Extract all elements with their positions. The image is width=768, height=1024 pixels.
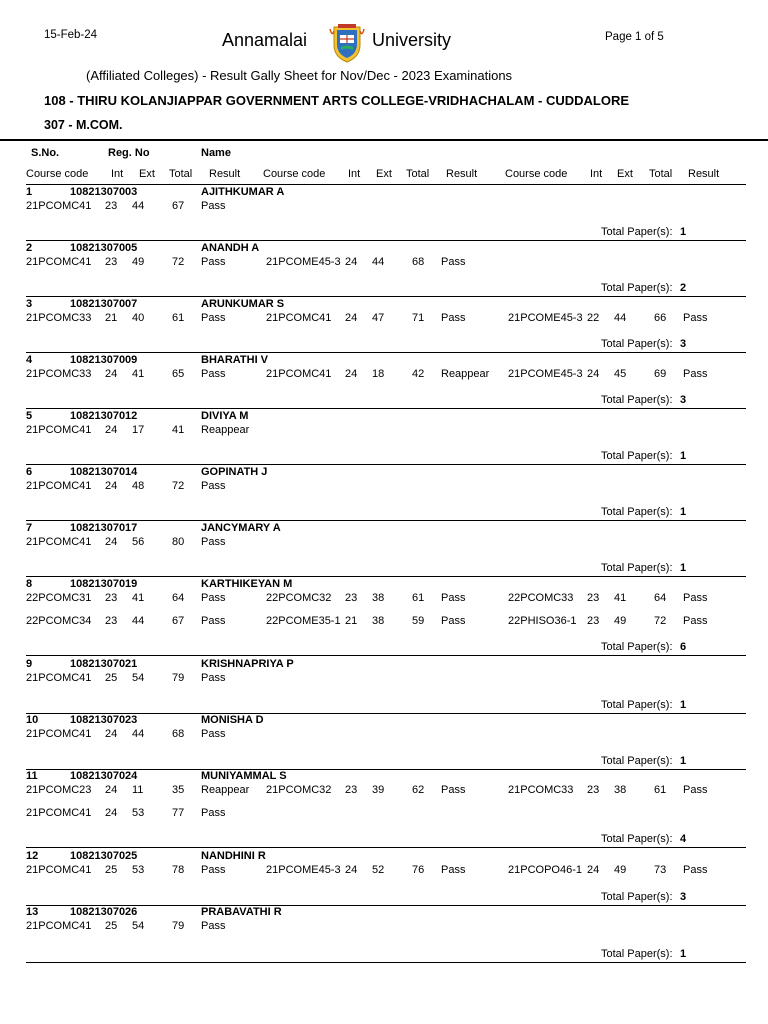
college-name: 108 - THIRU KOLANJIAPPAR GOVERNMENT ARTS COLLEGE-VRIDHACHALAM - CUDDALORE xyxy=(44,93,630,108)
course-result: Pass xyxy=(201,368,226,380)
course-total: 67 xyxy=(172,200,185,212)
course-total: 64 xyxy=(172,592,185,604)
course-int: 24 xyxy=(587,864,600,876)
course-int: 21 xyxy=(105,312,118,324)
total-papers-label: Total Paper(s): xyxy=(601,450,673,462)
student-name: JANCYMARY A xyxy=(201,522,281,534)
course-name: 307 - M.COM. xyxy=(44,118,123,132)
student-name: KARTHIKEYAN M xyxy=(201,578,293,590)
total-papers-count: 4 xyxy=(680,833,687,845)
total-papers-count: 1 xyxy=(680,562,687,574)
course-total: 66 xyxy=(654,312,667,324)
total-papers-label: Total Paper(s): xyxy=(601,506,673,518)
course-result: Pass xyxy=(441,592,466,604)
record-divider xyxy=(26,464,746,465)
student-sno: 4 xyxy=(26,354,33,366)
course-ext: 47 xyxy=(372,312,385,324)
course-course-code: 21PCOMC41 xyxy=(26,200,92,212)
course-course-code: 21PCOMC32 xyxy=(266,784,332,796)
course-ext: 54 xyxy=(132,672,145,684)
total-papers-label: Total Paper(s): xyxy=(601,699,673,711)
student-reg-no: 10821307024 xyxy=(70,770,138,782)
course-ext: 44 xyxy=(614,312,627,324)
course-int: 24 xyxy=(105,480,118,492)
record-divider xyxy=(26,576,746,577)
course-int: 23 xyxy=(345,784,358,796)
course-result: Pass xyxy=(441,784,466,796)
course-ext: 38 xyxy=(614,784,627,796)
course-result: Pass xyxy=(683,368,708,380)
course-int: 24 xyxy=(105,728,118,740)
total-papers-label: Total Paper(s): xyxy=(601,282,673,294)
student-name: ARUNKUMAR S xyxy=(201,298,285,310)
course-int: 24 xyxy=(105,784,118,796)
course-int: 25 xyxy=(105,864,118,876)
total-papers-count: 2 xyxy=(680,282,687,294)
student-sno: 7 xyxy=(26,522,33,534)
student-reg-no: 10821307025 xyxy=(70,850,138,862)
course-ext: 44 xyxy=(372,256,385,268)
course-course-code: 21PCOMC41 xyxy=(26,864,92,876)
col-total-header-2: Total xyxy=(406,168,430,180)
total-papers-label: Total Paper(s): xyxy=(601,562,673,574)
col-result-header-3: Result xyxy=(688,168,720,180)
total-papers-count: 1 xyxy=(680,948,687,960)
course-int: 24 xyxy=(345,312,358,324)
course-course-code: 22PCOME35-1 xyxy=(266,615,341,627)
course-course-code: 21PCOMC41 xyxy=(266,368,332,380)
student-reg-no: 10821307019 xyxy=(70,578,138,590)
course-ext: 41 xyxy=(614,592,627,604)
course-total: 41 xyxy=(172,424,185,436)
course-result: Pass xyxy=(201,592,226,604)
course-ext: 39 xyxy=(372,784,385,796)
total-papers-count: 1 xyxy=(680,506,687,518)
student-name: DIVIYA M xyxy=(201,410,249,422)
course-course-code: 21PCOME45-3 xyxy=(508,312,583,324)
course-course-code: 21PCOMC41 xyxy=(26,728,92,740)
course-int: 23 xyxy=(105,592,118,604)
course-total: 72 xyxy=(172,480,185,492)
course-course-code: 21PCOMC41 xyxy=(26,672,92,684)
course-course-code: 22PCOMC34 xyxy=(26,615,92,627)
student-reg-no: 10821307005 xyxy=(70,242,138,254)
course-result: Pass xyxy=(201,256,226,268)
student-reg-no: 10821307021 xyxy=(70,658,138,670)
student-reg-no: 10821307007 xyxy=(70,298,138,310)
total-papers-label: Total Paper(s): xyxy=(601,755,673,767)
course-ext: 49 xyxy=(132,256,145,268)
course-total: 61 xyxy=(412,592,425,604)
course-int: 24 xyxy=(105,424,118,436)
course-total: 79 xyxy=(172,920,185,932)
course-result: Pass xyxy=(441,312,466,324)
course-int: 24 xyxy=(105,536,118,548)
course-ext: 18 xyxy=(372,368,385,380)
total-papers-label: Total Paper(s): xyxy=(601,948,673,960)
total-papers-count: 1 xyxy=(680,226,687,238)
total-papers-count: 1 xyxy=(680,450,687,462)
total-papers-count: 1 xyxy=(680,755,687,767)
course-ext: 44 xyxy=(132,200,145,212)
course-result: Pass xyxy=(201,672,226,684)
course-ext: 41 xyxy=(132,592,145,604)
course-total: 67 xyxy=(172,615,185,627)
course-ext: 49 xyxy=(614,615,627,627)
course-course-code: 21PCOMC41 xyxy=(266,312,332,324)
course-result: Pass xyxy=(201,807,226,819)
course-int: 24 xyxy=(345,256,358,268)
student-sno: 3 xyxy=(26,298,33,310)
sheet-subtitle: (Affiliated Colleges) - Result Gally Sheet for Nov/Dec - 2023 Examinations xyxy=(86,68,513,83)
col-result-header-1: Result xyxy=(209,168,241,180)
course-result: Reappear xyxy=(441,368,490,380)
col-course-code-header-3: Course code xyxy=(505,168,568,180)
course-ext: 49 xyxy=(614,864,627,876)
student-sno: 10 xyxy=(26,714,39,726)
course-result: Pass xyxy=(683,312,708,324)
course-int: 24 xyxy=(105,807,118,819)
course-int: 24 xyxy=(587,368,600,380)
record-divider xyxy=(26,296,746,297)
course-course-code: 21PCOMC41 xyxy=(26,424,92,436)
course-result: Pass xyxy=(201,480,226,492)
course-result: Pass xyxy=(441,615,466,627)
course-int: 21 xyxy=(345,615,358,627)
record-divider xyxy=(26,847,746,848)
course-course-code: 21PCOME45-3 xyxy=(266,864,341,876)
record-divider xyxy=(26,352,746,353)
student-name: NANDHINI R xyxy=(201,850,266,862)
course-course-code: 21PCOMC41 xyxy=(26,807,92,819)
course-course-code: 21PCOME45-3 xyxy=(266,256,341,268)
col-sno-header: S.No. xyxy=(31,147,60,159)
course-result: Pass xyxy=(201,536,226,548)
student-sno: 6 xyxy=(26,466,33,478)
course-ext: 48 xyxy=(132,480,145,492)
student-sno: 12 xyxy=(26,850,39,862)
university-name-left: Annamalai xyxy=(222,30,308,50)
student-name: MONISHA D xyxy=(201,714,264,726)
course-course-code: 22PCOMC33 xyxy=(508,592,574,604)
course-total: 61 xyxy=(172,312,185,324)
student-sno: 13 xyxy=(26,906,39,918)
course-total: 42 xyxy=(412,368,425,380)
course-ext: 17 xyxy=(132,424,145,436)
course-result: Pass xyxy=(683,615,708,627)
student-reg-no: 10821307012 xyxy=(70,410,138,422)
course-result: Pass xyxy=(201,864,226,876)
student-reg-no: 10821307026 xyxy=(70,906,138,918)
col-ext-header-3: Ext xyxy=(617,168,633,180)
course-total: 59 xyxy=(412,615,425,627)
course-int: 23 xyxy=(105,256,118,268)
course-total: 65 xyxy=(172,368,185,380)
course-course-code: 21PCOMC41 xyxy=(26,536,92,548)
course-ext: 40 xyxy=(132,312,145,324)
record-divider xyxy=(26,408,746,409)
col-course-code-header-1: Course code xyxy=(26,168,89,180)
course-course-code: 21PCOMC41 xyxy=(26,256,92,268)
course-course-code: 21PCOMC41 xyxy=(26,920,92,932)
course-course-code: 22PHISO36-1 xyxy=(508,615,577,627)
course-total: 68 xyxy=(412,256,425,268)
col-int-header-1: Int xyxy=(111,168,124,180)
course-total: 80 xyxy=(172,536,185,548)
course-ext: 41 xyxy=(132,368,145,380)
course-ext: 52 xyxy=(372,864,385,876)
course-ext: 44 xyxy=(132,728,145,740)
course-ext: 45 xyxy=(614,368,627,380)
course-course-code: 22PCOMC31 xyxy=(26,592,92,604)
course-total: 72 xyxy=(172,256,185,268)
course-int: 24 xyxy=(105,368,118,380)
course-total: 71 xyxy=(412,312,425,324)
course-total: 76 xyxy=(412,864,425,876)
course-total: 64 xyxy=(654,592,667,604)
course-int: 24 xyxy=(345,368,358,380)
page-number: Page 1 of 5 xyxy=(605,31,664,43)
course-result: Pass xyxy=(201,312,226,324)
course-int: 23 xyxy=(105,200,118,212)
course-int: 25 xyxy=(105,920,118,932)
col-name-header: Name xyxy=(201,147,231,159)
course-int: 25 xyxy=(105,672,118,684)
course-result: Reappear xyxy=(201,424,250,436)
course-course-code: 21PCOME45-3 xyxy=(508,368,583,380)
course-course-code: 22PCOMC32 xyxy=(266,592,332,604)
course-course-code: 21PCOPO46-1 xyxy=(508,864,582,876)
student-reg-no: 10821307003 xyxy=(70,186,138,198)
course-ext: 38 xyxy=(372,615,385,627)
course-ext: 56 xyxy=(132,536,145,548)
course-result: Pass xyxy=(441,864,466,876)
course-total: 69 xyxy=(654,368,667,380)
course-result: Pass xyxy=(441,256,466,268)
col-int-header-2: Int xyxy=(348,168,361,180)
course-ext: 38 xyxy=(372,592,385,604)
total-papers-label: Total Paper(s): xyxy=(601,833,673,845)
student-sno: 8 xyxy=(26,578,33,590)
total-papers-label: Total Paper(s): xyxy=(601,338,673,350)
student-name: AJITHKUMAR A xyxy=(201,186,285,198)
col-int-header-3: Int xyxy=(590,168,603,180)
course-int: 22 xyxy=(587,312,600,324)
student-sno: 5 xyxy=(26,410,33,422)
student-name: ANANDH A xyxy=(201,242,260,254)
student-sno: 11 xyxy=(26,770,38,782)
student-name: BHARATHI V xyxy=(201,354,269,366)
course-course-code: 21PCOMC23 xyxy=(26,784,92,796)
col-ext-header-2: Ext xyxy=(376,168,392,180)
col-course-code-header-2: Course code xyxy=(263,168,326,180)
total-papers-label: Total Paper(s): xyxy=(601,641,673,653)
print-date: 15-Feb-24 xyxy=(44,29,98,41)
student-reg-no: 10821307023 xyxy=(70,714,138,726)
col-result-header-2: Result xyxy=(446,168,478,180)
course-ext: 53 xyxy=(132,864,145,876)
student-name: GOPINATH J xyxy=(201,466,268,478)
course-int: 23 xyxy=(587,592,600,604)
course-int: 23 xyxy=(587,615,600,627)
course-result: Pass xyxy=(683,864,708,876)
course-result: Pass xyxy=(201,728,226,740)
course-int: 23 xyxy=(587,784,600,796)
record-divider xyxy=(26,655,746,656)
total-papers-count: 3 xyxy=(680,338,687,350)
course-ext: 53 xyxy=(132,807,145,819)
record-divider xyxy=(26,962,746,963)
course-total: 78 xyxy=(172,864,185,876)
course-ext: 11 xyxy=(132,784,144,796)
total-papers-label: Total Paper(s): xyxy=(601,226,673,238)
course-total: 62 xyxy=(412,784,425,796)
course-ext: 44 xyxy=(132,615,145,627)
record-divider xyxy=(26,520,746,521)
student-sno: 1 xyxy=(26,186,33,198)
col-total-header-3: Total xyxy=(649,168,673,180)
student-name: MUNIYAMMAL S xyxy=(201,770,287,782)
total-papers-count: 3 xyxy=(680,891,687,903)
course-total: 72 xyxy=(654,615,667,627)
student-reg-no: 10821307017 xyxy=(70,522,138,534)
course-course-code: 21PCOMC41 xyxy=(26,480,92,492)
course-total: 79 xyxy=(172,672,185,684)
course-total: 61 xyxy=(654,784,667,796)
course-course-code: 21PCOMC33 xyxy=(26,312,92,324)
course-int: 23 xyxy=(105,615,118,627)
student-reg-no: 10821307014 xyxy=(70,466,138,478)
course-result: Pass xyxy=(201,200,226,212)
student-name: PRABAVATHI R xyxy=(201,906,282,918)
course-int: 23 xyxy=(345,592,358,604)
total-papers-count: 1 xyxy=(680,699,687,711)
course-total: 68 xyxy=(172,728,185,740)
student-sno: 2 xyxy=(26,242,33,254)
record-divider xyxy=(26,240,746,241)
total-papers-count: 3 xyxy=(680,394,687,406)
course-total: 77 xyxy=(172,807,185,819)
course-result: Pass xyxy=(201,920,226,932)
student-name: KRISHNAPRIYA P xyxy=(201,658,294,670)
total-papers-label: Total Paper(s): xyxy=(601,891,673,903)
course-result: Pass xyxy=(683,592,708,604)
course-result: Reappear xyxy=(201,784,250,796)
total-papers-count: 6 xyxy=(680,641,687,653)
student-reg-no: 10821307009 xyxy=(70,354,138,366)
course-course-code: 21PCOMC33 xyxy=(26,368,92,380)
col-regno-header: Reg. No xyxy=(108,147,150,159)
course-int: 24 xyxy=(345,864,358,876)
total-papers-label: Total Paper(s): xyxy=(601,394,673,406)
course-result: Pass xyxy=(201,615,226,627)
course-total: 35 xyxy=(172,784,185,796)
col-ext-header-1: Ext xyxy=(139,168,155,180)
student-sno: 9 xyxy=(26,658,33,670)
university-name-right: University xyxy=(372,30,452,50)
course-ext: 54 xyxy=(132,920,145,932)
col-total-header-1: Total xyxy=(169,168,193,180)
course-course-code: 21PCOMC33 xyxy=(508,784,574,796)
course-total: 73 xyxy=(654,864,667,876)
course-result: Pass xyxy=(683,784,708,796)
